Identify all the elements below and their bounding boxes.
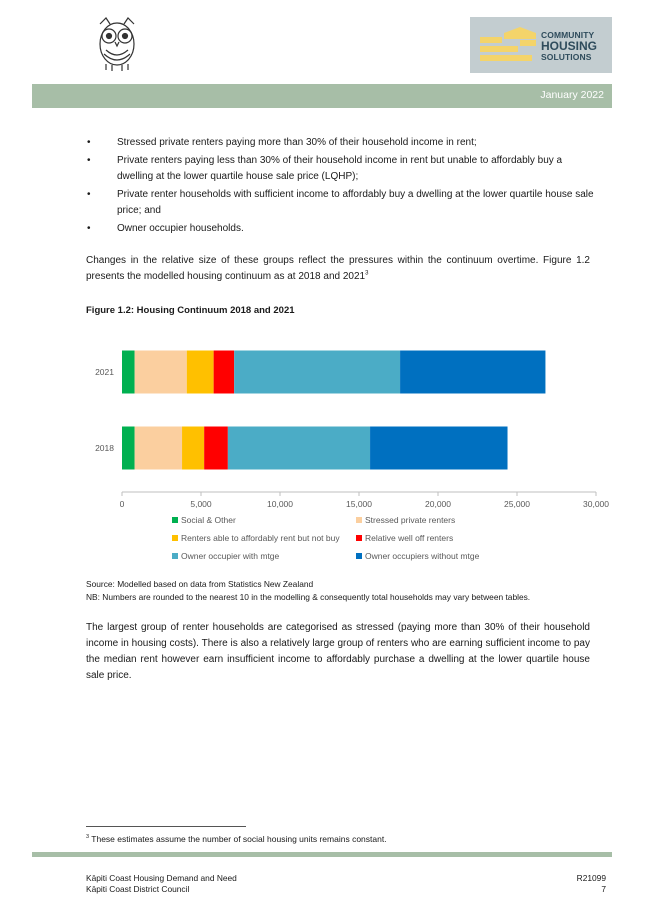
brand-line-3: SOLUTIONS — [541, 52, 592, 62]
legend-label: Stressed private renters — [365, 515, 456, 525]
x-tick-label: 15,000 — [346, 499, 372, 509]
bar-segment — [135, 427, 182, 470]
x-tick-label: 5,000 — [190, 499, 212, 509]
footnote-text: These estimates assume the number of social housing units remains constant. — [89, 834, 387, 844]
bar-segment — [187, 351, 214, 394]
bar-segment — [234, 351, 400, 394]
footnote-number: 3 — [86, 834, 90, 841]
legend-swatch — [172, 517, 178, 523]
legend-swatch — [172, 553, 178, 559]
footnote-ref[interactable]: 3 — [365, 270, 369, 277]
list-item: • Owner occupier households. — [86, 221, 596, 237]
bar-segment — [122, 351, 135, 394]
nb-line: NB: Numbers are rounded to the nearest 10 in the modelling & consequently total households may vary between tables. — [86, 591, 531, 602]
footer-document-title: Kāpiti Coast Housing Demand and Need — [86, 873, 237, 883]
report-number: R21099 — [576, 873, 606, 883]
footer-left — [86, 873, 237, 895]
legend-swatch — [356, 553, 362, 559]
list-item: • Stressed private renters paying more than 30% of their household income in rent; — [86, 135, 596, 151]
legend-label: Relative well off renters — [365, 533, 454, 543]
bar-segment — [370, 427, 507, 470]
bar-segment — [182, 427, 204, 470]
group-list — [86, 135, 596, 239]
intro-text: Changes in the relative size of these groups reflect the pressures within the continuum overtime. Figure 1.2 presents the modelled housing continuum as at 2018 and 2021 — [86, 255, 590, 282]
source-notes — [86, 578, 530, 603]
bar-segment — [214, 351, 235, 394]
y-category-label: 2018 — [95, 443, 114, 453]
findings-paragraph: The largest group of renter households are categorised as stressed (paying more than 30% of their household income in housing costs). There is also a relatively large group of renters who are earning sufficient income to pay the median rent however earn insufficient income to affordably purchase a dwelling at the lower quartile house sale price. — [86, 622, 590, 681]
figure-caption: Figure 1.2: Housing Continuum 2018 and 2021 — [86, 305, 295, 316]
y-category-label: 2021 — [95, 367, 114, 377]
house-stripes-icon — [480, 27, 538, 63]
legend-label: Social & Other — [181, 515, 236, 525]
footer-council-name: Kāpiti Coast District Council — [86, 884, 190, 894]
page-number: 7 — [601, 884, 606, 894]
bar-segment — [228, 427, 370, 470]
header-band — [32, 84, 612, 108]
footnote-rule — [86, 826, 246, 827]
list-item: • Private renter households with sufficient income to affordably buy a dwelling at the lower quartile house sale price; and — [86, 187, 596, 219]
legend-swatch — [172, 535, 178, 541]
footer-right — [577, 873, 606, 895]
x-tick-label: 20,000 — [425, 499, 451, 509]
community-housing-solutions-logo — [470, 17, 612, 73]
bar-segment — [135, 351, 187, 394]
source-line: Source: Modelled based on data from Statistics New Zealand — [86, 579, 314, 589]
bar-segment — [204, 427, 228, 470]
legend-swatch — [356, 517, 362, 523]
x-tick-label: 10,000 — [267, 499, 293, 509]
legend-label: Owner occupier with mtge — [181, 551, 280, 561]
x-tick-label: 25,000 — [504, 499, 530, 509]
brand-line-2: HOUSING — [541, 39, 598, 53]
bar-segment — [122, 427, 135, 470]
footer-band — [32, 852, 612, 857]
footnote — [86, 834, 387, 844]
legend-label: Renters able to affordably rent but not buy — [181, 533, 340, 543]
legend-label: Owner occupiers without mtge — [365, 551, 480, 561]
list-item: • Private renters paying less than 30% of their household income in rent but unable to affordably buy a dwelling at the lower quartile house sale price (LQHP); — [86, 153, 596, 185]
owl-logo-icon — [92, 14, 142, 72]
brand-line-1: COMMUNITY — [541, 30, 595, 40]
intro-paragraph — [86, 253, 590, 285]
document-date: January 2022 — [540, 89, 604, 101]
bar-segment — [400, 351, 545, 394]
brand-name — [541, 30, 609, 62]
x-tick-label: 0 — [119, 499, 125, 509]
legend-swatch — [356, 535, 362, 541]
housing-continuum-chart — [86, 340, 616, 575]
x-tick-label: 30,000 — [583, 499, 609, 509]
